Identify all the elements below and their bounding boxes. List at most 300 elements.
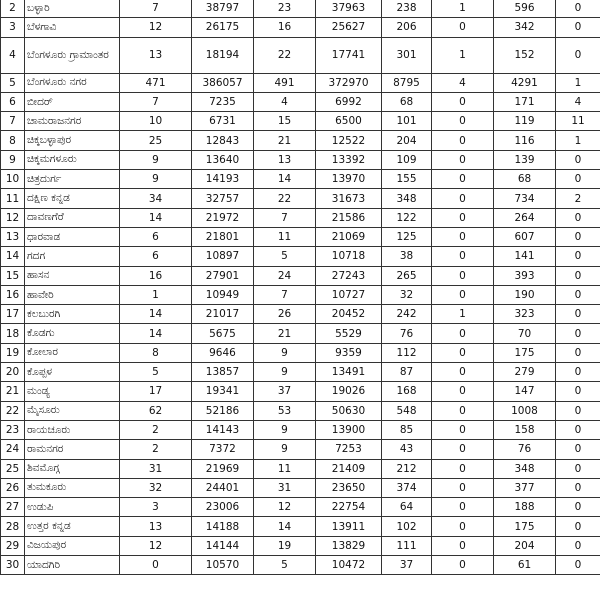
district-name-cell: ಉಡುಪಿ [25,498,120,517]
value-cell-c3: 7 [254,285,316,304]
value-cell-c5: 348 [382,189,432,208]
value-cell-c8: 0 [556,343,600,362]
serial-number-cell: 17 [1,305,25,324]
table-body [1,0,600,575]
value-cell-c8: 1 [556,131,600,150]
value-cell-c6: 4 [432,73,494,92]
value-cell-c6: 1 [432,305,494,324]
value-cell-c3: 31 [254,478,316,497]
value-cell-c1: 6 [120,227,192,246]
table-row [1,208,600,227]
value-cell-c5: 242 [382,305,432,324]
value-cell-c6: 0 [432,343,494,362]
value-cell-c5: 43 [382,440,432,459]
value-cell-c8: 0 [556,285,600,304]
serial-number-cell: 23 [1,420,25,439]
value-cell-c4: 10472 [316,556,382,575]
district-name-cell: ಶಿವಮೊಗ್ಗ [25,459,120,478]
value-cell-c2: 14188 [192,517,254,536]
value-cell-c4: 10718 [316,247,382,266]
value-cell-c2: 14193 [192,170,254,189]
value-cell-c7: 70 [494,324,556,343]
value-cell-c7: 348 [494,459,556,478]
value-cell-c2: 21969 [192,459,254,478]
district-name-cell: ಚಾಮರಾಜನಗರ [25,112,120,131]
value-cell-c6: 0 [432,363,494,382]
value-cell-c8: 4 [556,92,600,111]
table-row [1,247,600,266]
value-cell-c7: 152 [494,37,556,73]
value-cell-c8: 0 [556,208,600,227]
serial-number-cell: 30 [1,556,25,575]
value-cell-c4: 25627 [316,18,382,37]
value-cell-c7: 323 [494,305,556,324]
value-cell-c2: 14143 [192,420,254,439]
district-name-cell: ರಾಮನಗರ [25,440,120,459]
value-cell-c7: 171 [494,92,556,111]
district-name-cell: ಬೆಳಗಾವಿ [25,18,120,37]
value-cell-c5: 87 [382,363,432,382]
value-cell-c1: 0 [120,556,192,575]
value-cell-c7: 76 [494,440,556,459]
value-cell-c6: 1 [432,0,494,18]
value-cell-c4: 17741 [316,37,382,73]
district-name-cell: ಯಾದಗಿರಿ [25,556,120,575]
value-cell-c4: 7253 [316,440,382,459]
value-cell-c2: 21972 [192,208,254,227]
value-cell-c1: 7 [120,0,192,18]
district-name-cell: ವಿಜಯಪುರ [25,536,120,555]
value-cell-c2: 52186 [192,401,254,420]
table-row [1,73,600,92]
value-cell-c5: 102 [382,517,432,536]
district-name-cell: ಧಾರವಾಡ [25,227,120,246]
value-cell-c8: 0 [556,227,600,246]
value-cell-c7: 147 [494,382,556,401]
district-name-cell: ಮೈಸೂರು [25,401,120,420]
value-cell-c1: 5 [120,363,192,382]
value-cell-c1: 13 [120,37,192,73]
serial-number-cell: 12 [1,208,25,227]
value-cell-c5: 238 [382,0,432,18]
value-cell-c4: 21069 [316,227,382,246]
value-cell-c4: 13970 [316,170,382,189]
table-row [1,92,600,111]
value-cell-c8: 0 [556,401,600,420]
value-cell-c8: 11 [556,112,600,131]
value-cell-c8: 0 [556,247,600,266]
table-row [1,343,600,362]
value-cell-c5: 374 [382,478,432,497]
value-cell-c6: 0 [432,285,494,304]
value-cell-c1: 6 [120,247,192,266]
value-cell-c2: 9646 [192,343,254,362]
value-cell-c4: 13829 [316,536,382,555]
value-cell-c2: 13857 [192,363,254,382]
value-cell-c6: 0 [432,247,494,266]
value-cell-c2: 7372 [192,440,254,459]
value-cell-c3: 14 [254,517,316,536]
value-cell-c3: 9 [254,440,316,459]
value-cell-c4: 21409 [316,459,382,478]
value-cell-c5: 122 [382,208,432,227]
value-cell-c3: 16 [254,18,316,37]
value-cell-c7: 190 [494,285,556,304]
value-cell-c2: 18194 [192,37,254,73]
value-cell-c3: 9 [254,363,316,382]
value-cell-c7: 4291 [494,73,556,92]
value-cell-c2: 21801 [192,227,254,246]
value-cell-c3: 491 [254,73,316,92]
value-cell-c5: 111 [382,536,432,555]
value-cell-c8: 2 [556,189,600,208]
value-cell-c1: 2 [120,440,192,459]
value-cell-c2: 5675 [192,324,254,343]
value-cell-c1: 14 [120,324,192,343]
district-name-cell: ಬೀದರ್ [25,92,120,111]
value-cell-c7: 119 [494,112,556,131]
value-cell-c3: 9 [254,420,316,439]
value-cell-c2: 19341 [192,382,254,401]
value-cell-c6: 0 [432,189,494,208]
district-name-cell: ಕೊಡಗು [25,324,120,343]
table-row [1,324,600,343]
value-cell-c7: 175 [494,517,556,536]
district-name-cell: ಬೆಂಗಳೂರು ಗ್ರಾಮಾಂತರ [25,37,120,73]
value-cell-c3: 12 [254,498,316,517]
value-cell-c4: 6500 [316,112,382,131]
value-cell-c5: 204 [382,131,432,150]
value-cell-c3: 22 [254,37,316,73]
value-cell-c6: 0 [432,150,494,169]
value-cell-c3: 22 [254,189,316,208]
value-cell-c3: 15 [254,112,316,131]
table-row [1,266,600,285]
value-cell-c5: 548 [382,401,432,420]
value-cell-c8: 0 [556,18,600,37]
value-cell-c1: 62 [120,401,192,420]
value-cell-c4: 50630 [316,401,382,420]
table-row [1,536,600,555]
value-cell-c3: 26 [254,305,316,324]
value-cell-c5: 155 [382,170,432,189]
value-cell-c1: 17 [120,382,192,401]
value-cell-c2: 386057 [192,73,254,92]
serial-number-cell: 16 [1,285,25,304]
value-cell-c4: 13911 [316,517,382,536]
value-cell-c1: 12 [120,536,192,555]
value-cell-c5: 101 [382,112,432,131]
value-cell-c2: 13640 [192,150,254,169]
value-cell-c3: 5 [254,247,316,266]
value-cell-c5: 37 [382,556,432,575]
value-cell-c2: 12843 [192,131,254,150]
serial-number-cell: 29 [1,536,25,555]
value-cell-c3: 11 [254,459,316,478]
value-cell-c7: 264 [494,208,556,227]
value-cell-c5: 8795 [382,73,432,92]
value-cell-c7: 175 [494,343,556,362]
table-row [1,227,600,246]
value-cell-c3: 13 [254,150,316,169]
value-cell-c3: 21 [254,324,316,343]
value-cell-c5: 64 [382,498,432,517]
value-cell-c6: 0 [432,227,494,246]
value-cell-c6: 0 [432,556,494,575]
value-cell-c6: 0 [432,459,494,478]
value-cell-c8: 0 [556,517,600,536]
value-cell-c8: 0 [556,0,600,18]
table-row [1,420,600,439]
value-cell-c5: 32 [382,285,432,304]
value-cell-c5: 76 [382,324,432,343]
value-cell-c1: 471 [120,73,192,92]
table-row [1,401,600,420]
value-cell-c7: 116 [494,131,556,150]
value-cell-c7: 68 [494,170,556,189]
value-cell-c3: 53 [254,401,316,420]
district-name-cell: ರಾಯಚೂರು [25,420,120,439]
value-cell-c1: 12 [120,18,192,37]
table-row [1,440,600,459]
table-row [1,382,600,401]
value-cell-c1: 16 [120,266,192,285]
value-cell-c2: 38797 [192,0,254,18]
value-cell-c7: 204 [494,536,556,555]
value-cell-c7: 607 [494,227,556,246]
serial-number-cell: 10 [1,170,25,189]
serial-number-cell: 6 [1,92,25,111]
value-cell-c8: 0 [556,536,600,555]
serial-number-cell: 26 [1,478,25,497]
value-cell-c2: 14144 [192,536,254,555]
value-cell-c5: 38 [382,247,432,266]
value-cell-c2: 10897 [192,247,254,266]
serial-number-cell: 8 [1,131,25,150]
serial-number-cell: 9 [1,150,25,169]
value-cell-c8: 0 [556,382,600,401]
value-cell-c4: 27243 [316,266,382,285]
value-cell-c8: 0 [556,363,600,382]
district-name-cell: ಚಿತ್ರದುರ್ಗ [25,170,120,189]
district-name-cell: ದಕ್ಷಿಣ ಕನ್ನಡ [25,189,120,208]
value-cell-c2: 27901 [192,266,254,285]
value-cell-c7: 596 [494,0,556,18]
table-row [1,131,600,150]
value-cell-c1: 31 [120,459,192,478]
value-cell-c1: 8 [120,343,192,362]
serial-number-cell: 27 [1,498,25,517]
value-cell-c6: 0 [432,517,494,536]
value-cell-c5: 212 [382,459,432,478]
value-cell-c2: 7235 [192,92,254,111]
value-cell-c3: 14 [254,170,316,189]
value-cell-c4: 21586 [316,208,382,227]
district-name-cell: ಚಿಕ್ಕಮಗಳೂರು [25,150,120,169]
value-cell-c8: 0 [556,150,600,169]
value-cell-c2: 24401 [192,478,254,497]
serial-number-cell: 18 [1,324,25,343]
serial-number-cell: 11 [1,189,25,208]
table-row [1,459,600,478]
value-cell-c6: 0 [432,382,494,401]
value-cell-c4: 12522 [316,131,382,150]
serial-number-cell: 20 [1,363,25,382]
serial-number-cell: 28 [1,517,25,536]
serial-number-cell: 13 [1,227,25,246]
table-row [1,517,600,536]
value-cell-c1: 9 [120,170,192,189]
value-cell-c3: 21 [254,131,316,150]
table-row [1,285,600,304]
value-cell-c4: 6992 [316,92,382,111]
value-cell-c8: 0 [556,170,600,189]
serial-number-cell: 21 [1,382,25,401]
value-cell-c8: 0 [556,440,600,459]
table-row [1,478,600,497]
value-cell-c1: 2 [120,420,192,439]
value-cell-c5: 109 [382,150,432,169]
value-cell-c6: 0 [432,420,494,439]
value-cell-c2: 10570 [192,556,254,575]
table-row [1,112,600,131]
value-cell-c3: 23 [254,0,316,18]
value-cell-c4: 20452 [316,305,382,324]
value-cell-c7: 141 [494,247,556,266]
value-cell-c2: 10949 [192,285,254,304]
value-cell-c4: 5529 [316,324,382,343]
value-cell-c1: 9 [120,150,192,169]
district-name-cell: ಮಂಡ್ಯ [25,382,120,401]
value-cell-c3: 7 [254,208,316,227]
value-cell-c7: 342 [494,18,556,37]
table-row [1,37,600,73]
value-cell-c1: 1 [120,285,192,304]
value-cell-c7: 1008 [494,401,556,420]
serial-number-cell: 5 [1,73,25,92]
value-cell-c6: 0 [432,18,494,37]
table-row [1,363,600,382]
table-row [1,305,600,324]
district-name-cell: ಉತ್ತರ ಕನ್ನಡ [25,517,120,536]
value-cell-c8: 0 [556,266,600,285]
value-cell-c6: 0 [432,92,494,111]
value-cell-c6: 0 [432,401,494,420]
district-name-cell: ತುಮಕೂರು [25,478,120,497]
value-cell-c3: 5 [254,556,316,575]
district-name-cell: ಗದಗ [25,247,120,266]
value-cell-c8: 0 [556,556,600,575]
value-cell-c4: 372970 [316,73,382,92]
value-cell-c8: 0 [556,420,600,439]
value-cell-c4: 10727 [316,285,382,304]
value-cell-c3: 19 [254,536,316,555]
value-cell-c4: 37963 [316,0,382,18]
value-cell-c4: 13392 [316,150,382,169]
value-cell-c4: 22754 [316,498,382,517]
value-cell-c5: 125 [382,227,432,246]
value-cell-c7: 734 [494,189,556,208]
value-cell-c5: 112 [382,343,432,362]
value-cell-c3: 24 [254,266,316,285]
value-cell-c2: 26175 [192,18,254,37]
value-cell-c6: 0 [432,440,494,459]
value-cell-c3: 4 [254,92,316,111]
value-cell-c6: 0 [432,131,494,150]
serial-number-cell: 14 [1,247,25,266]
value-cell-c6: 1 [432,37,494,73]
district-name-cell: ದಾವಣಗೆರೆ [25,208,120,227]
value-cell-c7: 61 [494,556,556,575]
value-cell-c5: 301 [382,37,432,73]
value-cell-c6: 0 [432,536,494,555]
value-cell-c3: 37 [254,382,316,401]
value-cell-c4: 31673 [316,189,382,208]
value-cell-c4: 13900 [316,420,382,439]
value-cell-c4: 13491 [316,363,382,382]
value-cell-c8: 1 [556,73,600,92]
district-name-cell: ಕೋಲಾರ [25,343,120,362]
value-cell-c5: 265 [382,266,432,285]
value-cell-c6: 0 [432,498,494,517]
value-cell-c8: 0 [556,498,600,517]
district-name-cell: ಹಾವೇರಿ [25,285,120,304]
district-name-cell: ಹಾಸನ [25,266,120,285]
table-row [1,170,600,189]
value-cell-c8: 0 [556,478,600,497]
value-cell-c6: 0 [432,266,494,285]
value-cell-c7: 393 [494,266,556,285]
value-cell-c1: 25 [120,131,192,150]
serial-number-cell: 19 [1,343,25,362]
value-cell-c4: 19026 [316,382,382,401]
value-cell-c7: 188 [494,498,556,517]
value-cell-c1: 13 [120,517,192,536]
table-row [1,18,600,37]
value-cell-c6: 0 [432,324,494,343]
value-cell-c5: 68 [382,92,432,111]
value-cell-c5: 85 [382,420,432,439]
district-name-cell: ಬೆಂಗಳೂರು ನಗರ [25,73,120,92]
value-cell-c7: 279 [494,363,556,382]
district-name-cell: ಚಿಕ್ಕಬಳ್ಳಾಪುರ [25,131,120,150]
value-cell-c1: 34 [120,189,192,208]
value-cell-c7: 139 [494,150,556,169]
table-row [1,189,600,208]
table-row [1,498,600,517]
value-cell-c5: 206 [382,18,432,37]
value-cell-c2: 6731 [192,112,254,131]
value-cell-c8: 0 [556,324,600,343]
value-cell-c3: 9 [254,343,316,362]
value-cell-c2: 32757 [192,189,254,208]
value-cell-c6: 0 [432,208,494,227]
value-cell-c1: 10 [120,112,192,131]
district-name-cell: ಕಲಬುರಗಿ [25,305,120,324]
value-cell-c1: 14 [120,305,192,324]
value-cell-c1: 3 [120,498,192,517]
value-cell-c3: 11 [254,227,316,246]
value-cell-c6: 0 [432,112,494,131]
serial-number-cell: 24 [1,440,25,459]
value-cell-c4: 23650 [316,478,382,497]
district-name-cell: ಬಳ್ಳಾರಿ [25,0,120,18]
value-cell-c8: 0 [556,37,600,73]
table-row [1,150,600,169]
serial-number-cell: 4 [1,37,25,73]
table-row [1,556,600,575]
serial-number-cell: 25 [1,459,25,478]
